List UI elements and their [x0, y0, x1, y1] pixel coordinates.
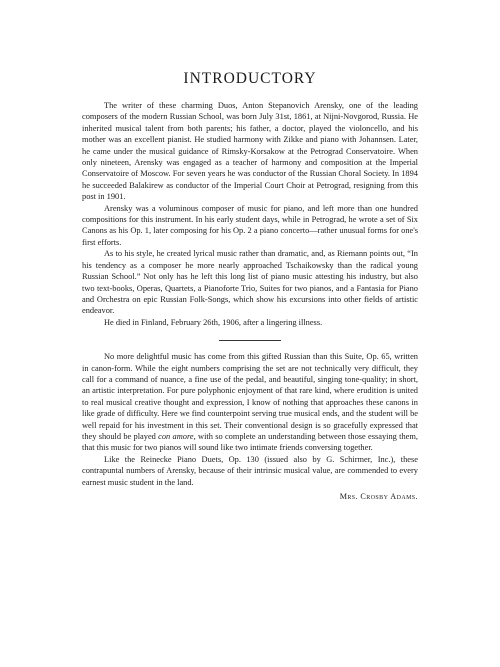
paragraph-recommendation: Like the Reinecke Piano Duets, Op. 130 (issued also by G. Schirmer, Inc.), these contrapuntal numbers of Arensky, because of their intrinsic musical value, are commended to every earnest music student in the land.	[82, 454, 418, 487]
paragraph-suite-text: No more delightful music has come from this gifted Russian than this Suite, Op. 65, written in canon-form. While the eight numbers comprising the set are not technically very difficult, they call for a command of nuance, a fine use of the pedal, and beautiful, singing tone-quality; in short, an artistic interpretation. For pure polyphonic enjoyment of that rare kind, where erudition is united to real musical creative thought and expression, I know of nothing that approaches these canons in like grade of difficulty. Here we find counterpoint serving true musical ends, and the student will be well repaid for his investment in this set. Their conventional design is so gracefully expressed that they should be played	[82, 352, 418, 441]
paragraph-compositions: Arensky was a voluminous composer of music for piano, and left more than one hundred compositions for this instrument. In his early student days, while in Petrograd, he wrote a set of Six Canons as his Op. 1, later composing for his Op. 2 a piano concerto—rather unusual forms for one's first efforts.	[82, 203, 418, 247]
section-divider	[219, 340, 281, 341]
paragraph-style: As to his style, he created lyrical music rather than dramatic, and, as Riemann points out, “In his tendency as a composer he more nearly approached Tschaikowsky than the radical young Russian School.” Not only has he left this long list of piano music attesting his industry, but also two text-books, Operas, Quartets, a Pianoforte Trio, Suites for two pianos, and a Fantasia for Piano and Orchestra on epic Russian Folk-Songs, which show his excursions into other fields of artistic endeavor.	[82, 249, 418, 316]
paragraph-biography: The writer of these charming Duos, Anton Stepanovich Arensky, one of the leading composers of the modern Russian School, was born July 31st, 1861, at Nijni-Novgorod, Russia. He inherited musical talent from both parents; his father, a doctor, played the violoncello, and his mother was an excellent pianist. He studied harmony with Zikke and piano with Johannsen. Later, he came under the musical guidance of Rimsky-Korsakow at the Petrograd Conservatoire. When only nineteen, Arensky was engaged as a teacher of harmony and composition at the Imperial Conservatoire of Moscow. For seven years he was conductor of the Russian Choral Society. In 1894 he succeeded Balakirew as conductor of the Imperial Court Choir at Petrograd, resigning from this post in 1901.	[82, 101, 418, 202]
paragraph-death: He died in Finland, February 26th, 1906, after a lingering illness.	[104, 317, 323, 327]
italic-phrase: con amore	[158, 431, 194, 441]
paragraph-suite	[82, 351, 418, 454]
page-title: INTRODUCTORY	[183, 70, 317, 87]
document-page	[82, 70, 418, 501]
paragraph-suite-tail: , with so complete an understanding between those essaying them, that this music for two pianos will sound like two intimate friends conversing together.	[82, 431, 419, 453]
author-signature: Mrs. Crosby Adams.	[339, 492, 418, 501]
